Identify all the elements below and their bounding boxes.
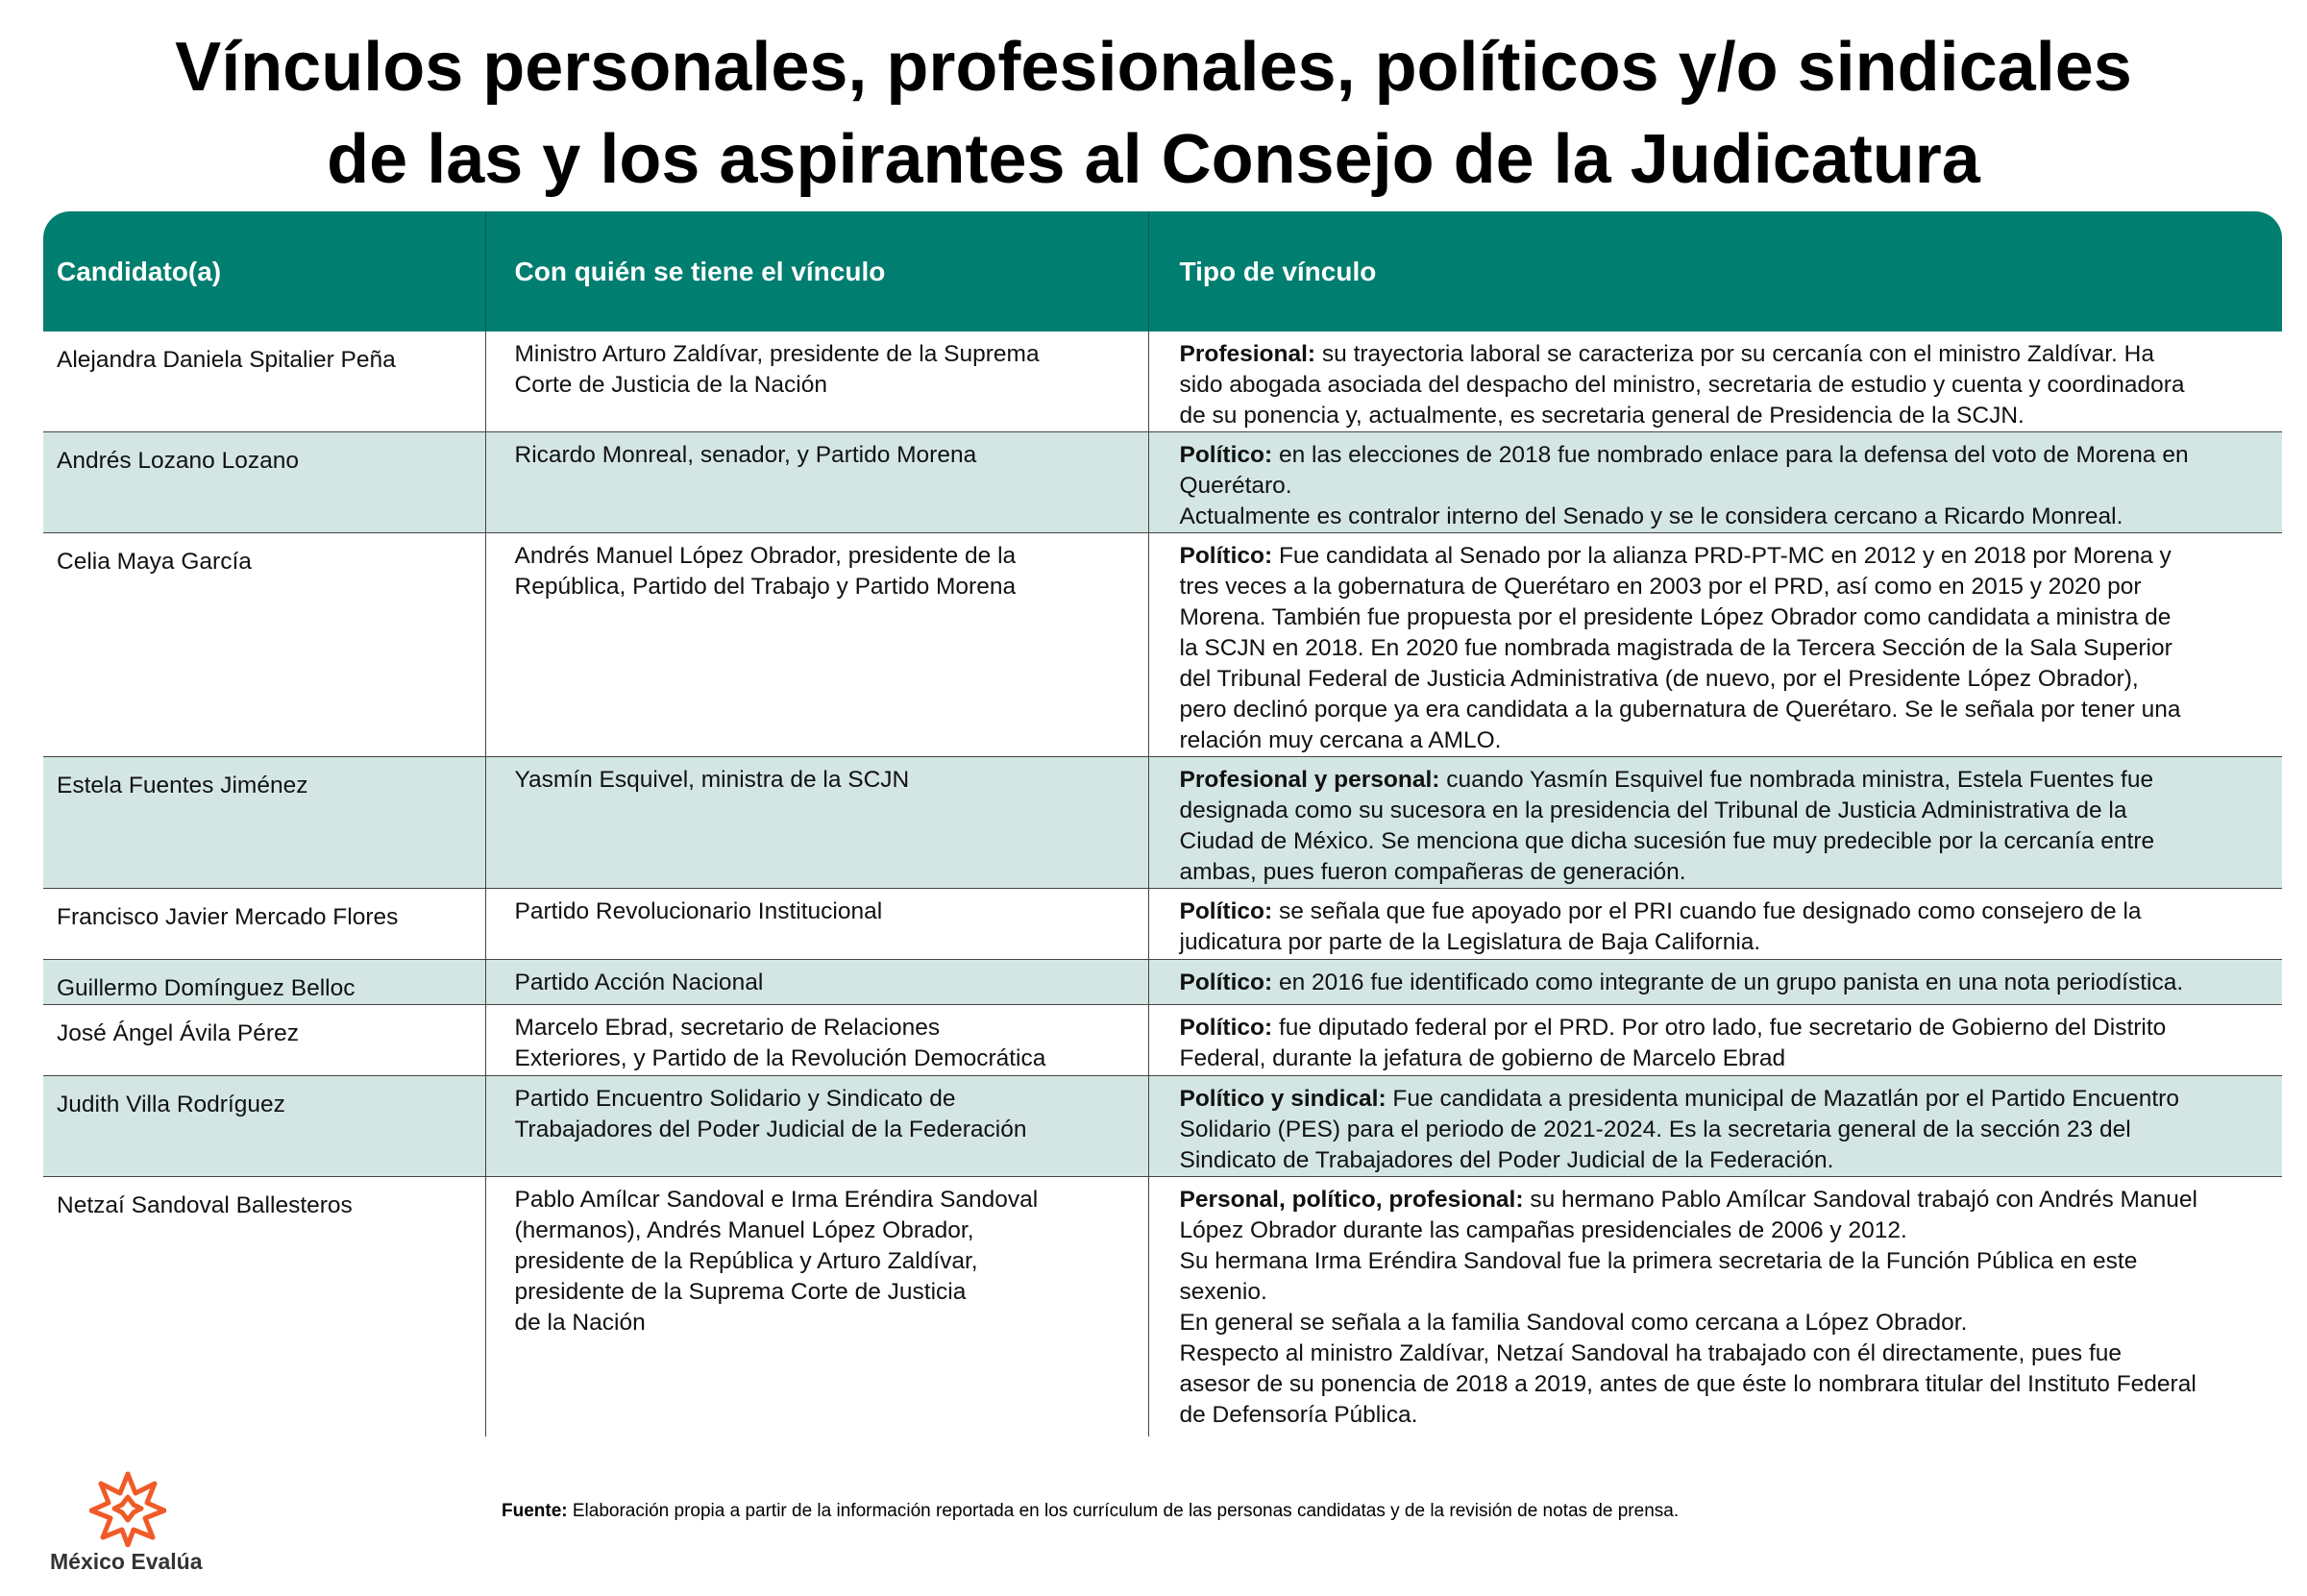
cell-with: [485, 960, 1148, 1005]
cell-with-line: Ministro Arturo Zaldívar, presidente de la Suprema: [514, 341, 1040, 367]
cell-candidate: Guillermo Domínguez Belloc: [43, 960, 485, 1005]
vinculo-type-text: en 2016 fue identificado como integrante de un grupo panista en una nota periodística.: [1272, 970, 2184, 995]
cell-type-line: López Obrador durante las campañas presidenciales de 2006 y 2012.: [1179, 1217, 1907, 1243]
cell-type-line: del Tribunal Federal de Justicia Administrativa (de nuevo, por el Presidente López Obrador),: [1179, 666, 2139, 692]
cell-candidate: Andrés Lozano Lozano: [43, 432, 485, 533]
cell-type-line: [1180, 1185, 2283, 1215]
cell-with-line: Partido Acción Nacional: [514, 970, 764, 995]
cell-type-line: judicatura por parte de la Legislatura de Baja California.: [1179, 929, 1761, 955]
cell-type-line: Querétaro.: [1179, 473, 1292, 499]
cell-type-line: tres veces a la gobernatura de Querétaro en 2003 por el PRD, así como en 2015 y 2020 por: [1179, 574, 2142, 600]
cell-with-line: Ricardo Monreal, senador, y Partido Morena: [514, 442, 977, 468]
cell-with: [485, 331, 1148, 432]
vinculo-type-label: Profesional y personal:: [1179, 767, 1440, 793]
table-row: [43, 331, 2282, 432]
vinculo-type-label: Profesional:: [1179, 341, 1316, 367]
header-type: Tipo de vínculo: [1148, 211, 2282, 331]
vinculo-type-text: cuando Yasmín Esquivel fue nombrada ministra, Estela Fuentes fue: [1439, 767, 2154, 793]
cell-type-line: Morena. También fue propuesta por el presidente López Obrador como candidata a ministra de: [1179, 604, 2172, 630]
cell-type-line: Respecto al ministro Zaldívar, Netzaí Sandoval ha trabajado con él directamente, pues fue: [1179, 1340, 2123, 1366]
cell-candidate: Judith Villa Rodríguez: [43, 1076, 485, 1177]
vinculo-type-label: Político:: [1179, 970, 1273, 995]
cell-type: [1148, 889, 2282, 960]
page-title: [0, 21, 2307, 206]
table-row: [43, 1177, 2282, 1436]
cell-type-line: la SCJN en 2018. En 2020 fue nombrada magistrada de la Tercera Sección de la Sala Superior: [1179, 635, 2172, 661]
source-note: [502, 1501, 1679, 1522]
title-line-1: Vínculos personales, profesionales, políticos y/o sindicales: [175, 29, 2132, 106]
cell-type-line: [1180, 1013, 2283, 1044]
cell-candidate: Alejandra Daniela Spitalier Peña: [43, 331, 485, 432]
cell-type: [1148, 533, 2282, 757]
cell-with-line: (hermanos), Andrés Manuel López Obrador,: [514, 1217, 974, 1243]
cell-type-line: ambas, pues fueron compañeras de generación.: [1179, 859, 1686, 885]
cell-candidate: Netzaí Sandoval Ballesteros: [57, 1192, 353, 1218]
vinculo-type-label: Político:: [1179, 543, 1273, 569]
cell-type-line: [1180, 541, 2283, 572]
cell-type-line: [1180, 765, 2283, 796]
vinculo-type-label: Político:: [1179, 898, 1273, 924]
cell-with: [485, 757, 1148, 889]
cell-type-line: Su hermana Irma Eréndira Sandoval fue la primera secretaria de la Función Pública en este: [1179, 1248, 2138, 1274]
cell-type-line: asesor de su ponencia de 2018 a 2019, antes de que éste lo nombrara titular del Instituto Federal: [1179, 1371, 2197, 1397]
cell-type-line: relación muy cercana a AMLO.: [1179, 727, 1502, 753]
cell-type-line: Sindicato de Trabajadores del Poder Judicial de la Federación.: [1179, 1147, 1834, 1173]
cell-type-line: pero declinó porque ya era candidata a la gubernatura de Querétaro. Se le señala por tener una: [1179, 697, 2181, 723]
cell-type: [1148, 757, 2282, 889]
cell-with-line: Exteriores, y Partido de la Revolución Democrática: [514, 1045, 1046, 1071]
table-row: [43, 889, 2282, 960]
cell-with: [485, 1005, 1148, 1076]
cell-with-line: Pablo Amílcar Sandoval e Irma Eréndira Sandoval: [514, 1187, 1039, 1213]
table-header-row: [43, 211, 2282, 331]
cell-with-line: Trabajadores del Poder Judicial de la Federación: [514, 1117, 1027, 1142]
table-row: [43, 757, 2282, 889]
cell-with: [485, 432, 1148, 533]
source-label: Fuente:: [502, 1501, 568, 1521]
cell-type-line: [1180, 339, 2283, 370]
links-table: [43, 211, 2282, 1436]
vinculo-type-label: Político:: [1179, 1015, 1273, 1041]
cell-type-line: Federal, durante la jefatura de gobierno de Marcelo Ebrad: [1179, 1045, 1786, 1071]
table-row: [43, 432, 2282, 533]
cell-with-line: República, Partido del Trabajo y Partido Morena: [514, 574, 1017, 600]
vinculo-type-text: su hermano Pablo Amílcar Sandoval trabajó con Andrés Manuel: [1523, 1187, 2197, 1213]
table-row: [43, 1005, 2282, 1076]
cell-type-line: designada como su sucesora en la presidencia del Tribunal de Justicia Administrativa de la: [1179, 798, 2127, 823]
source-text: Elaboración propia a partir de la información reportada en los currículum de las personas candidatas y de la revisión de notas de prensa.: [567, 1501, 1680, 1521]
cell-candidate: José Ángel Ávila Pérez: [43, 1005, 485, 1076]
cell-type-line: sido abogada asociada del despacho del ministro, secretaria de estudio y cuenta y coordinadora: [1179, 372, 2185, 398]
cell-with-line: Andrés Manuel López Obrador, presidente de la: [514, 543, 1017, 569]
mexico-evalua-star-icon: [89, 1470, 166, 1547]
cell-with: [485, 889, 1148, 960]
vinculo-type-label: Político:: [1179, 442, 1273, 468]
vinculo-type-text: Fue candidata a presidenta municipal de Mazatlán por el Partido Encuentro: [1386, 1086, 2179, 1112]
cell-type-line: [1180, 440, 2283, 471]
cell-with-line: Corte de Justicia de la Nación: [514, 372, 827, 398]
vinculo-type-text: Fue candidata al Senado por la alianza PRD-PT-MC en 2012 y en 2018 por Morena y: [1272, 543, 2172, 569]
cell-type-line: de su ponencia y, actualmente, es secretaria general de Presidencia de la SCJN.: [1179, 403, 2025, 429]
cell-type-line: Solidario (PES) para el periodo de 2021-2024. Es la secretaria general de la sección 23 del: [1179, 1117, 2131, 1142]
cell-type-line: sexenio.: [1179, 1279, 1267, 1305]
cell-type-line: En general se señala a la familia Sandoval como cercana a López Obrador.: [1179, 1310, 1968, 1336]
cell-candidate: Estela Fuentes Jiménez: [43, 757, 485, 889]
cell-type: [1148, 432, 2282, 533]
cell-with-line: Partido Revolucionario Institucional: [514, 898, 883, 924]
cell-with-line: Yasmín Esquivel, ministra de la SCJN: [514, 767, 910, 793]
cell-with-line: de la Nación: [514, 1310, 646, 1336]
header-with: Con quién se tiene el vínculo: [485, 211, 1148, 331]
table-row: [43, 533, 2282, 757]
cell-type: [1148, 1005, 2282, 1076]
cell-candidate: Francisco Javier Mercado Flores: [43, 889, 485, 960]
table-row: [43, 960, 2282, 1005]
cell-with-line: presidente de la Suprema Corte de Justicia: [514, 1279, 967, 1305]
cell-with: [485, 1177, 1148, 1436]
cell-type: [1148, 960, 2282, 1005]
vinculo-type-text: fue diputado federal por el PRD. Por otro lado, fue secretario de Gobierno del Distrito: [1272, 1015, 2167, 1041]
vinculo-type-text: su trayectoria laboral se caracteriza por su cercanía con el ministro Zaldívar. Ha: [1315, 341, 2154, 367]
cell-type-line: [1180, 1084, 2283, 1115]
cell-with: [485, 1076, 1148, 1177]
cell-type-line: [1180, 968, 2283, 998]
cell-type-line: Actualmente es contralor interno del Senado y se le considera cercano a Ricardo Monreal.: [1179, 503, 2123, 529]
cell-with-line: presidente de la República y Arturo Zaldívar,: [514, 1248, 978, 1274]
logo-name: México Evalúa: [50, 1549, 203, 1574]
vinculo-type-text: en las elecciones de 2018 fue nombrado enlace para la defensa del voto de Morena en: [1272, 442, 2189, 468]
cell-with: [485, 533, 1148, 757]
vinculo-type-label: Político y sindical:: [1179, 1086, 1387, 1112]
cell-type-line: de Defensoría Pública.: [1179, 1402, 1418, 1428]
cell-type: [1148, 331, 2282, 432]
cell-type-line: [1180, 896, 2283, 927]
table-row: [43, 1076, 2282, 1177]
cell-candidate: Celia Maya García: [43, 533, 485, 757]
title-line-2: de las y los aspirantes al Consejo de la Judicatura: [327, 121, 1980, 198]
cell-type-line: Ciudad de México. Se menciona que dicha sucesión fue muy predecible por la cercanía entre: [1179, 828, 2155, 854]
cell-with-line: Partido Encuentro Solidario y Sindicato de: [514, 1086, 956, 1112]
cell-with-line: Marcelo Ebrad, secretario de Relaciones: [514, 1015, 941, 1041]
cell-type: [1148, 1177, 2282, 1436]
header-candidate: Candidato(a): [43, 211, 485, 331]
table-body: [43, 331, 2282, 1436]
vinculo-type-label: Personal, político, profesional:: [1179, 1187, 1524, 1213]
vinculo-type-text: se señala que fue apoyado por el PRI cuando fue designado como consejero de la: [1272, 898, 2142, 924]
cell-type: [1148, 1076, 2282, 1177]
